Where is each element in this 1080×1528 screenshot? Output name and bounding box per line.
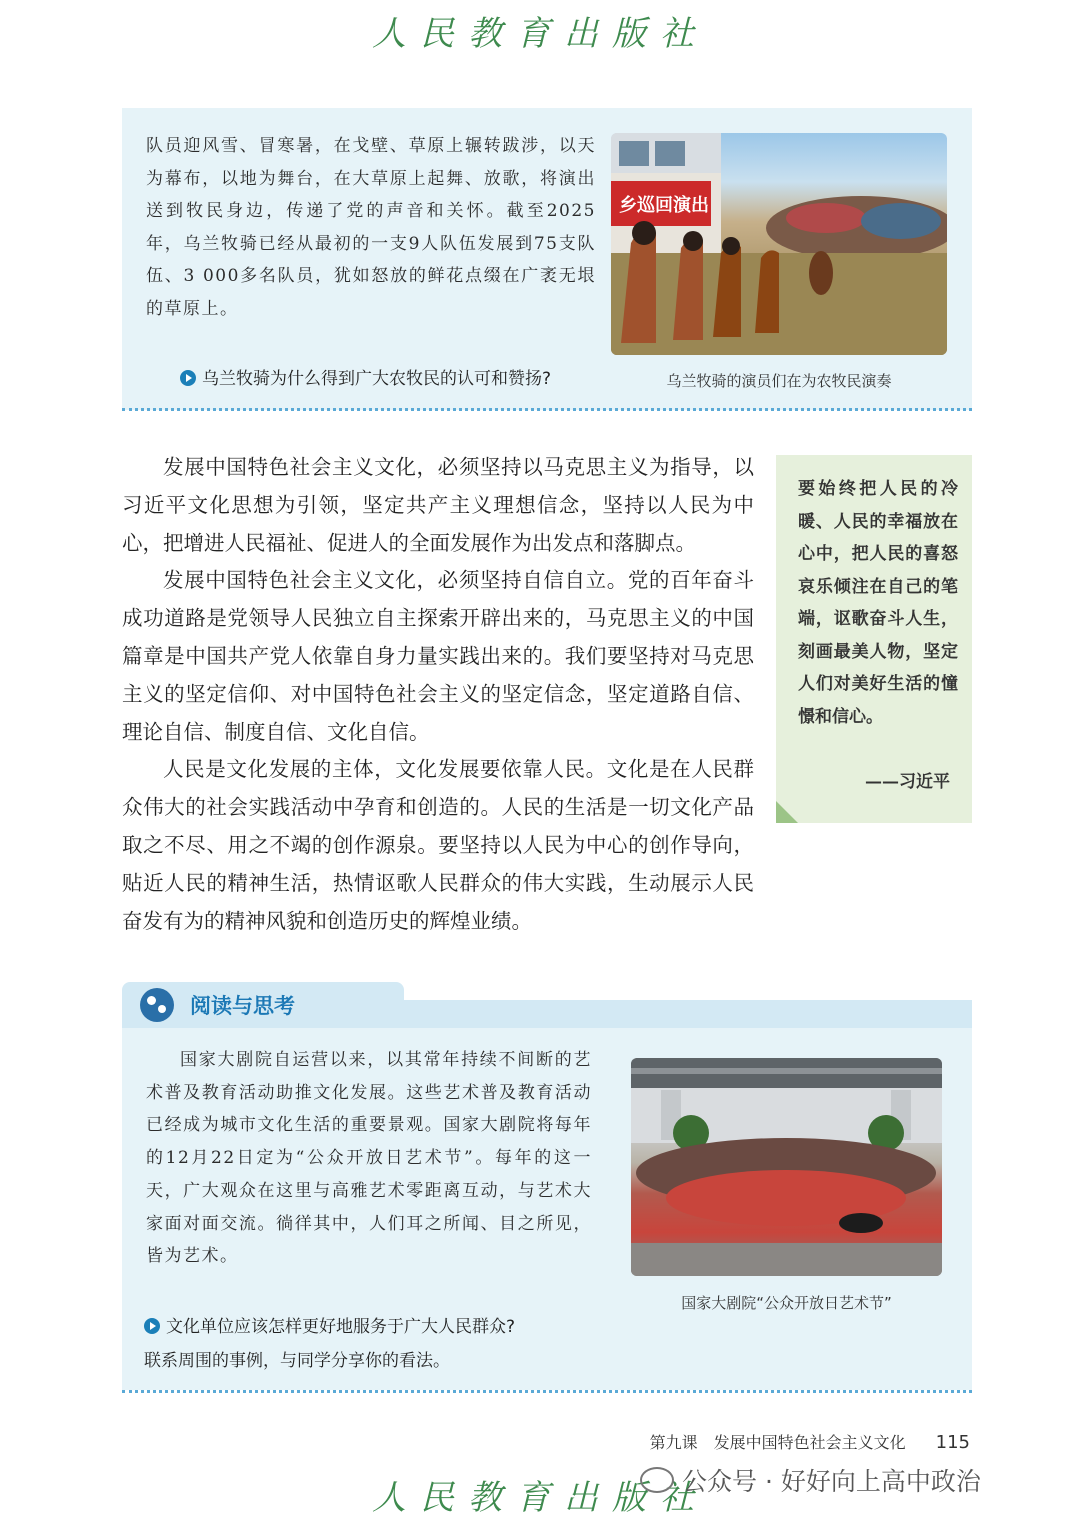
play-arrow-icon: [180, 370, 196, 386]
main-body: [122, 449, 754, 940]
body-paragraph: 人民是文化发展的主体，文化发展要依靠人民。文化是在人民群众伟大的社会实践活动中孕育和创造的。人民的生活是一切文化产品取之不尽、用之不竭的创作源泉。要坚持以人民为中心的创作导向，贴近人民的精神生活，热情讴歌人民群众的伟大实践，生动展示人民奋发有为的精神风貌和创造历史的辉煌业绩。: [122, 757, 754, 933]
ulan-muqir-photo: [611, 133, 947, 355]
play-arrow-icon: [144, 1318, 160, 1334]
reading-paragraph: 国家大剧院自运营以来，以其常年持续不间断的艺术普及教育活动助推文化发展。这些艺术普及教育活动已经成为城市文化生活的重要景观。国家大剧院将每年的12月22日定为“公众开放日艺术节”。每年的这一天，广大观众在这里与高雅艺术零距离互动，与艺术大家面对面交流。徜徉其中，人们耳之所闻、目之所见，皆为艺术。: [146, 1050, 592, 1267]
publisher-watermark-bottom: 人民教育出版社: [372, 1478, 708, 1518]
reading-icon: [140, 988, 174, 1022]
case-question: [180, 364, 551, 389]
body-paragraph: 发展中国特色社会主义文化，必须坚持自信自立。党的百年奋斗成功道路是党领导人民独立自主探索开辟出来的，马克思主义的中国篇章是中国共产党人依靠自身力量实践出来的。我们要坚持对马克思主义的坚定信仰、对中国特色社会主义的坚定信念，坚定道路自信、理论自信、制度自信、文化自信。: [122, 568, 754, 744]
banner-text: 乡巡回演出: [619, 195, 709, 216]
divider-dotted: [122, 408, 972, 411]
reading-text: [146, 1044, 592, 1273]
case-text: 队员迎风雪、冒寒暑，在戈壁、草原上辗转跋涉，以天为幕布，以地为舞台，在大草原上起舞、放歌，将演出送到牧民身边，传递了党的声音和关怀。截至2025年，乌兰牧骑已经从最初的一支9人队伍发展到75支队伍、3 000多名队员，犹如怒放的鲜花点缀在广袤无垠的草原上。: [146, 136, 596, 319]
quote-text: 要始终把人民的冷暖、人民的幸福放在心中，把人民的喜怒哀乐倾注在自己的笔端，讴歌奋斗人生，刻画最美人物，坚定人们对美好生活的憧憬和信心。: [798, 479, 958, 727]
wechat-text: 公众号 · 好好向上高中政治: [682, 1467, 981, 1496]
grand-theatre-photo-illustration: [631, 1058, 942, 1276]
quote-sidebar: [776, 455, 972, 823]
corner-fold-decoration: [776, 801, 798, 823]
wechat-watermark: [640, 1462, 981, 1498]
divider-dotted: [122, 1390, 972, 1393]
reading-title: 阅读与思考: [190, 994, 295, 1018]
ulan-muqir-caption: 乌兰牧骑的演员们在为农牧民演奏: [666, 372, 892, 390]
lesson-title: 第九课 发展中国特色社会主义文化: [649, 1433, 906, 1452]
case-question-text: 乌兰牧骑为什么得到广大农牧民的认可和赞扬?: [202, 369, 552, 389]
page-number: 115: [935, 1432, 970, 1453]
wechat-icon: [640, 1467, 674, 1493]
reading-question: [144, 1310, 594, 1378]
ulan-muqir-photo-illustration: [611, 133, 947, 355]
reading-question-line1: 文化单位应该怎样更好地服务于广大人民群众?: [166, 1317, 516, 1337]
publisher-watermark-top: 人民教育出版社: [372, 14, 708, 54]
page-footer: [650, 1430, 970, 1453]
reading-question-line2: 联系周围的事例，与同学分享你的看法。: [144, 1351, 450, 1371]
grand-theatre-caption: 国家大剧院“公众开放日艺术节”: [681, 1294, 892, 1312]
quote-author: ——习近平: [865, 772, 950, 792]
grand-theatre-photo: [631, 1058, 942, 1276]
body-paragraph: 发展中国特色社会主义文化，必须坚持以马克思主义为指导，以习近平文化思想为引领，坚定共产主义理想信念，坚持以人民为中心，把增进人民福祉、促进人的全面发展作为出发点和落脚点。: [122, 455, 754, 555]
